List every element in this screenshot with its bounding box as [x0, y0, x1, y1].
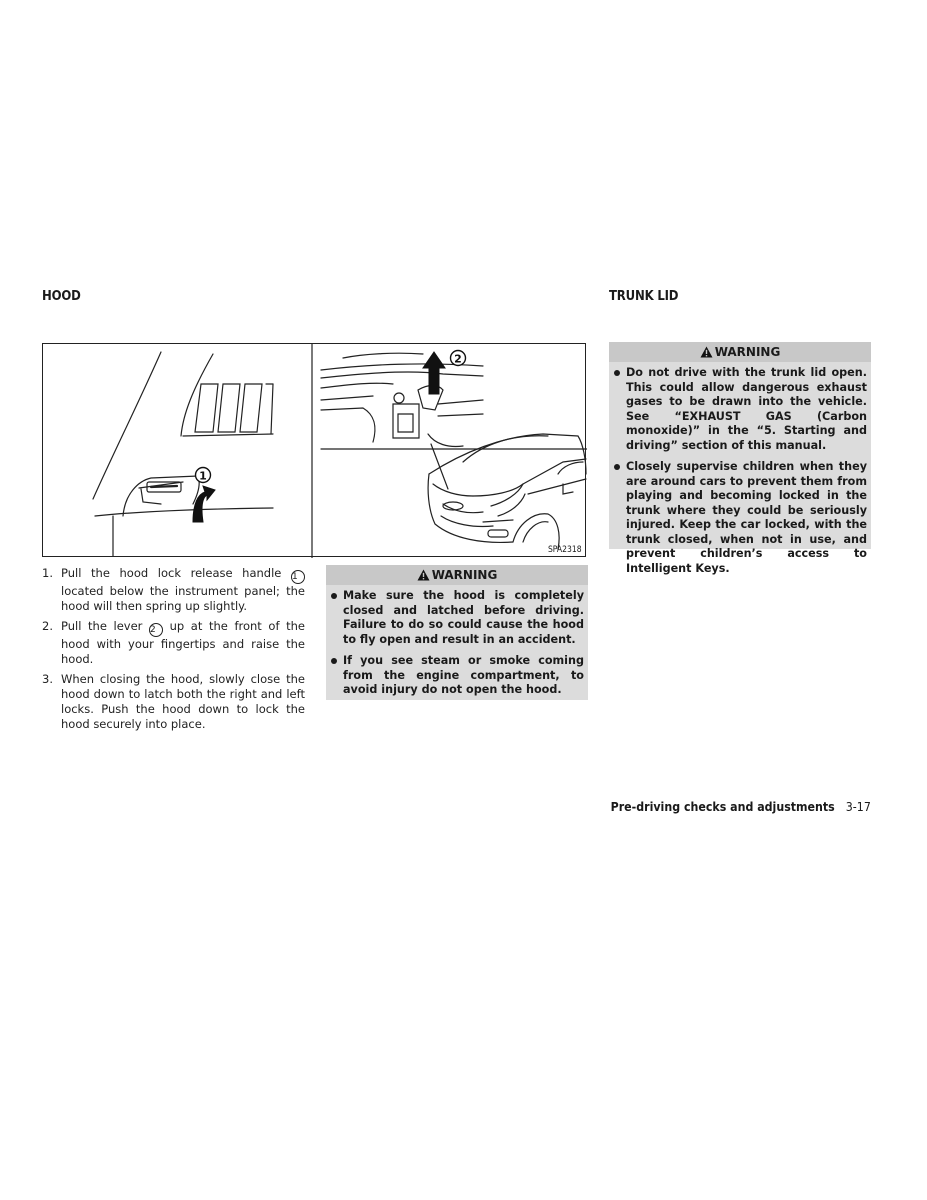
- step-text: Pull the lever: [61, 619, 149, 633]
- callout-1-ref: 1: [291, 570, 305, 584]
- list-item: [330, 589, 584, 647]
- page-number: 3-17: [845, 800, 871, 814]
- hood-release-illustration: [42, 343, 586, 557]
- hood-step-3: [42, 672, 305, 732]
- callout-2-label: 2: [454, 352, 462, 366]
- trunk-warning-list: [609, 366, 871, 589]
- step-number: 1.: [42, 566, 53, 580]
- warning-text: If you see steam or smoke coming from the engine compartment, to avoid injury do not open the hood.: [343, 654, 584, 696]
- footer-section-title: Pre-driving checks and adjustments: [610, 800, 835, 814]
- list-item: [613, 460, 867, 576]
- warning-triangle-icon: [417, 567, 430, 587]
- step-number: 3.: [42, 672, 53, 686]
- hood-steps-list: [42, 566, 305, 737]
- warning-header: [609, 342, 871, 362]
- callout-1-label: 1: [199, 469, 207, 483]
- bullet-icon: [331, 593, 337, 599]
- warning-triangle-icon: [700, 344, 713, 364]
- warning-title: WARNING: [431, 568, 498, 582]
- trunk-warning-box: [609, 342, 871, 575]
- hood-step-1: [42, 566, 305, 614]
- list-item: [613, 366, 867, 453]
- bullet-icon: [614, 370, 620, 376]
- warning-text: Do not drive with the trunk lid open. This could allow dangerous exhaust gases to be drawn into the vehicle. See “EXHAUST GAS (Carbon monoxide)” in the “5. Starting and driving” section of this manual.: [626, 366, 867, 452]
- list-item: [330, 654, 584, 698]
- figure-code: SPA2318: [548, 545, 582, 555]
- warning-text: Make sure the hood is completely closed and latched before driving. Failure to do so could cause the hood to fly open and result in an accident.: [343, 589, 584, 646]
- hood-heading: HOOD: [42, 289, 81, 304]
- hood-warning-box: [326, 565, 588, 700]
- trunk-lid-heading: TRUNK LID: [609, 289, 679, 304]
- step-text: When closing the hood, slowly close the hood down to latch both the right and left locks. Push the hood down to lock the hood securely into place.: [61, 672, 305, 731]
- step-text: up at the front of the hood with your fingertips and raise the hood.: [61, 619, 305, 666]
- hood-warning-list: [326, 589, 588, 711]
- bullet-icon: [614, 464, 620, 470]
- hood-step-2: [42, 619, 305, 667]
- warning-title: WARNING: [714, 345, 781, 359]
- callout-2-ref: 2: [149, 623, 163, 637]
- warning-text: Closely supervise children when they are around cars to prevent them from playing and becoming locked in the trunk where they could be seriously injured. Keep the car locked, with the trunk closed, when not in use, and prevent children’s access to Intelligent Keys.: [626, 460, 867, 575]
- illustration-drawing: [43, 344, 587, 558]
- step-number: 2.: [42, 619, 53, 633]
- step-text: Pull the hood lock release handle: [61, 566, 291, 580]
- warning-header: [326, 565, 588, 585]
- bullet-icon: [331, 658, 337, 664]
- page-footer: [611, 800, 871, 814]
- step-text: located below the instrument panel; the hood will then spring up slightly.: [61, 584, 305, 613]
